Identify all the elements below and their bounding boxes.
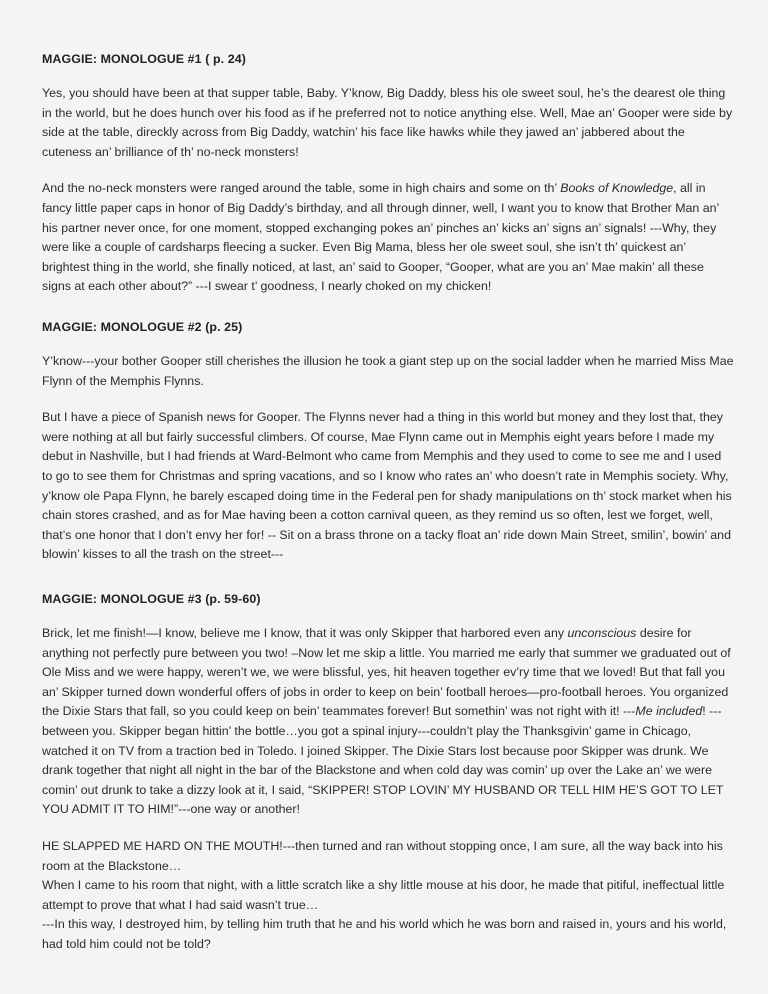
monologue-3-paragraph-1-text-a: Brick, let me finish!—I know, believe me I know, that it was only Skipper that harbored even any — [42, 626, 568, 640]
monologue-3-heading: MAGGIE: MONOLOGUE #3 (p. 59-60) — [42, 592, 261, 606]
monologue-1-section — [42, 52, 734, 314]
monologue-3-paragraph-1 — [42, 624, 734, 820]
monologue-2-paragraph-2: But I have a piece of Spanish news for Gooper. The Flynns never had a thing in this world but money and they lost that, they were nothing at all but fairly successful climbers. Of course, Mae Flynn came out in Memphis eight years before I made my debut in Nashville, but I had friends at Ward-Belmont who came from Memphis and they used to come to see me and I used to go to see them for Christmas and spring vacations, and so I know who rates an’ who doesn’t rate in Memphis society. Why, y’know ole Papa Flynn, he barely escaped doing time in the Federal pen for shady manipulations on th’ stock market when his chain stores crashed, and as for Mae having been a cotton carnival queen, as they remind us so often, lest we forget, well, that’s one honor that I don’t envy her for! -- Sit on a brass throne on a tacky float an’ ride down Main Street, smilin’, bowin’ and blowin’ kisses to all the trash on the street--- — [42, 410, 732, 562]
me-included-italic: Me included — [635, 704, 703, 719]
monologue-3-paragraph-1-text-b: desire for anything not perfectly pure between you two! –Now let me skip a little. You married me early that summer we graduated out of Ole Miss and we were happy, weren’t we, we were blissful, yes, hit heaven together ev’ry time that we loved! But that fall you an’ Skipper turned down wonderful offers of jobs in order to keep on bein’ football heroes—pro-football heroes. You organized the Dixie Stars that fall, so you could keep on bein’ teammates forever! But somethin’ was not right with it! --- — [42, 626, 731, 719]
monologue-1-paragraph-2-text-a: And the no-neck monsters were ranged around the table, some in high chairs and some on th’ — [42, 181, 561, 196]
monologue-3-paragraph-1-text-c: ! --- between you. Skipper began hittin’ the bottle…you got a spinal injury---couldn’t play the Thanksgivin’ game in Chicago, watched it on TV from a traction bed in Toledo. I joined Skipper. The Dixie Stars lost because poor Skipper was drunk. We drank together that night all night in the bar of the Blackstone and when cold day was comin’ up over the Lake an’ we were comin’ out drunk to take a dizzy look at it, I said, “SKIPPER! STOP LOVIN’ MY HUSBAND OR TELL HIM HE’S GOT TO LET YOU ADMIT IT TO HIM!”---one way or another! — [42, 704, 724, 817]
monologue-2-heading: MAGGIE: MONOLOGUE #2 (p. 25) — [42, 320, 243, 334]
monologue-3-paragraph-3: When I came to his room that night, with a little scratch like a shy little mouse at his door, he made that pitiful, ineffectual little attempt to prove that what I had said wasn’t true… — [42, 878, 725, 912]
monologue-3-paragraph-2: HE SLAPPED ME HARD ON THE MOUTH!---then turned and ran without stopping once, I am sure, all the way back into his room at the Blackstone… — [42, 838, 723, 873]
books-of-knowledge-italic: Books of Knowledge — [560, 181, 674, 196]
monologue-1-paragraph-1: Yes, you should have been at that supper table, Baby. Y’know, Big Daddy, bless his ole sweet soul, he’s the dearest ole thing in the world, but he does hunch over his food as if he preferred not to notice anything else. Well, Mae an’ Gooper were side by side at the table, direckly across from Big Daddy, watchin’ his face like hawks while they jawed an’ jabbered about the cuteness an’ brilliance of th’ no-neck monsters! — [42, 86, 733, 159]
monologue-3-paragraph-4: ---In this way, I destroyed him, by telling him truth that he and his world which he was born and raised in, yours and his world, had told him could not be told? — [42, 917, 727, 951]
monologue-2-section — [42, 320, 734, 582]
monologue-1-paragraph-2-text-b: , all in fancy little paper caps in honor of Big Daddy’s birthday, and all through dinner, well, I want you to know that Brother Man an’ his partner never once, for one moment, stopped exchanging pokes an’ pinches an’ kicks an’ signs an’ signals! ---Why, they were like a couple of cardsharps fleecing a sucker. Even Big Mama, bless her ole sweet soul, she isn’t th’ quickest an’ brightest thing in the world, she finally noticed, at last, an’ said to Gooper, “Gooper, what are you an’ Mae makin’ all these signs at each other about?” ---I swear t’ goodness, I nearly choked on my chicken! — [42, 181, 719, 294]
monologue-3-section — [42, 592, 734, 955]
unconscious-italic: unconscious — [567, 626, 637, 640]
monologue-1-heading: MAGGIE: MONOLOGUE #1 ( p. 24) — [42, 52, 246, 66]
monologue-2-paragraph-1: Y’know---your bother Gooper still cherishes the illusion he took a giant step up on the social ladder when he married Miss Mae Flynn of the Memphis Flynns. — [42, 354, 734, 388]
monologue-1-paragraph-2 — [42, 179, 734, 297]
